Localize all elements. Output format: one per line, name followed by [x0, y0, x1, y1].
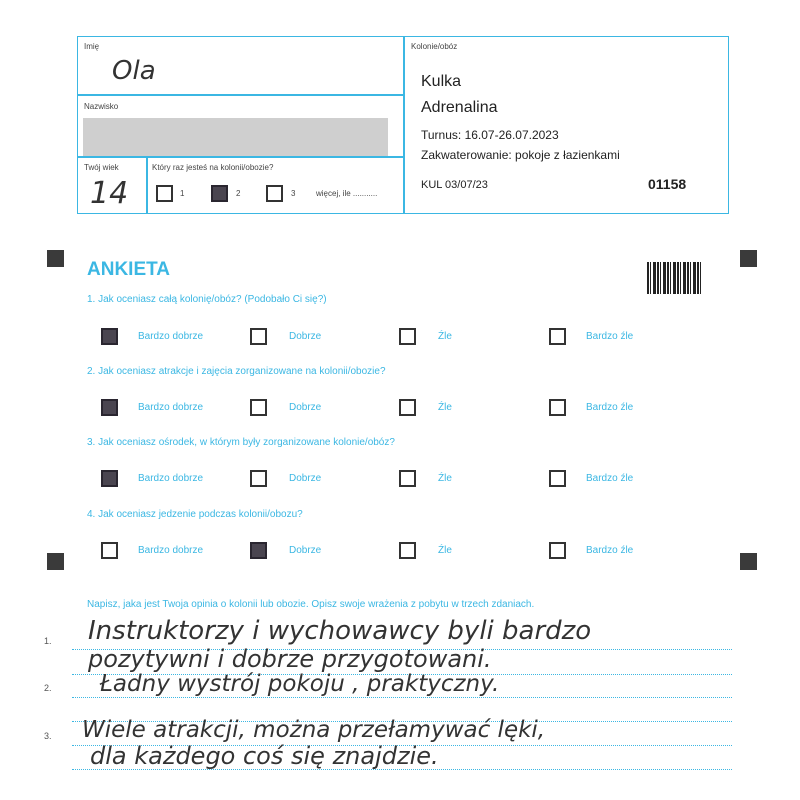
handwritten-line-5: dla każdego coś się znajdzie. — [90, 742, 439, 770]
imie-value: Ola — [112, 56, 156, 86]
answer-q4-label-3: Źle — [438, 545, 452, 556]
answer-q4-label-2: Dobrze — [289, 545, 322, 556]
answer-q1-checkbox-1[interactable] — [101, 328, 118, 345]
ktory-raz-option-3-box[interactable] — [266, 185, 283, 202]
answer-q4-checkbox-1[interactable] — [101, 542, 118, 559]
handwritten-line-4: Wiele atrakcji, można przełamywać lęki, — [82, 717, 546, 743]
answer-q2-label-2: Dobrze — [289, 402, 322, 413]
header-divider-row2 — [77, 156, 403, 158]
camp-name-1: Kulka — [421, 73, 462, 90]
answer-q3-label-3: Źle — [438, 473, 452, 484]
number-text: 01158 — [648, 176, 687, 192]
answer-q4-label-1: Bardzo dobrze — [138, 545, 204, 556]
survey-title: ANKIETA — [87, 259, 171, 280]
question-4: 4. Jak oceniasz jedzenie podczas kolonii/obozu? — [87, 509, 303, 520]
alignment-marker-top-right — [740, 250, 757, 267]
answer-q2-checkbox-3[interactable] — [399, 399, 416, 416]
ktory-raz-label: Który raz jesteś na kolonii/obozie? — [152, 163, 274, 172]
answer-q3-label-2: Dobrze — [289, 473, 322, 484]
ktory-raz-option-2-label: 2 — [236, 189, 241, 198]
ktory-raz-option-more-label: więcej, ile ........... — [316, 189, 378, 198]
code-text: KUL 03/07/23 — [421, 179, 488, 191]
opinion-prompt: Napisz, jaka jest Twoja opinia o kolonii lub obozie. Opisz swoje wrażenia z pobytu w trzech zdaniach. — [87, 599, 535, 610]
redaction-bar — [83, 118, 388, 156]
writing-line — [72, 697, 732, 698]
header-divider-vertical — [403, 36, 405, 214]
handwritten-line-3: Ładny wystrój pokoju , praktyczny. — [100, 671, 500, 697]
answer-q3-label-4: Bardzo źle — [586, 473, 634, 484]
wiek-label: Twój wiek — [84, 163, 119, 172]
answer-q4-checkbox-4[interactable] — [549, 542, 566, 559]
line-number-2: 2. — [44, 683, 52, 693]
header-divider-row1 — [77, 94, 403, 96]
answer-q4-label-4: Bardzo źle — [586, 545, 634, 556]
answer-q1-checkbox-3[interactable] — [399, 328, 416, 345]
answer-q2-label-4: Bardzo źle — [586, 402, 634, 413]
answer-q3-checkbox-4[interactable] — [549, 470, 566, 487]
answer-q2-checkbox-4[interactable] — [549, 399, 566, 416]
alignment-marker-top-left — [47, 250, 64, 267]
answer-q2-label-1: Bardzo dobrze — [138, 402, 204, 413]
answer-q3-label-1: Bardzo dobrze — [138, 473, 204, 484]
turnus-text: Turnus: 16.07-26.07.2023 — [421, 128, 559, 142]
camp-name-2: Adrenalina — [421, 99, 498, 116]
nazwisko-label: Nazwisko — [84, 102, 119, 111]
answer-q1-label-1: Bardzo dobrze — [138, 331, 204, 342]
answer-q1-label-3: Źle — [438, 331, 452, 342]
answer-q4-checkbox-2[interactable] — [250, 542, 267, 559]
line-number-3: 3. — [44, 731, 52, 741]
question-1: 1. Jak oceniasz całą kolonię/obóz? (Podobało Ci się?) — [87, 294, 327, 305]
answer-q3-checkbox-2[interactable] — [250, 470, 267, 487]
answer-q2-label-3: Źle — [438, 402, 452, 413]
answer-q2-checkbox-1[interactable] — [101, 399, 118, 416]
ktory-raz-option-2-box[interactable] — [211, 185, 228, 202]
wiek-value: 14 — [90, 176, 129, 211]
handwritten-line-2: pozytywni i dobrze przygotowani. — [88, 645, 492, 673]
question-2: 2. Jak oceniasz atrakcje i zajęcia zorganizowane na kolonii/obozie? — [87, 366, 386, 377]
line-number-1: 1. — [44, 636, 52, 646]
question-3: 3. Jak oceniasz ośrodek, w którym były zorganizowane kolonie/obóz? — [87, 437, 395, 448]
answer-q1-checkbox-4[interactable] — [549, 328, 566, 345]
ktory-raz-option-3-label: 3 — [291, 189, 296, 198]
alignment-marker-bottom-left — [47, 553, 64, 570]
answer-q3-checkbox-1[interactable] — [101, 470, 118, 487]
ktory-raz-option-1-label: 1 — [180, 189, 185, 198]
answer-q3-checkbox-3[interactable] — [399, 470, 416, 487]
barcode — [647, 262, 701, 294]
answer-q2-checkbox-2[interactable] — [250, 399, 267, 416]
alignment-marker-bottom-right — [740, 553, 757, 570]
answer-q4-checkbox-3[interactable] — [399, 542, 416, 559]
ktory-raz-option-1-box[interactable] — [156, 185, 173, 202]
answer-q1-label-2: Dobrze — [289, 331, 322, 342]
answer-q1-checkbox-2[interactable] — [250, 328, 267, 345]
header-divider-age — [146, 156, 148, 214]
handwritten-line-1: Instruktorzy i wychowawcy byli bardzo — [88, 616, 592, 646]
imie-label: Imię — [84, 42, 100, 51]
kolonie-label: Kolonie/obóz — [411, 42, 458, 51]
answer-q1-label-4: Bardzo źle — [586, 331, 634, 342]
zakwaterowanie-text: Zakwaterowanie: pokoje z łazienkami — [421, 148, 620, 162]
